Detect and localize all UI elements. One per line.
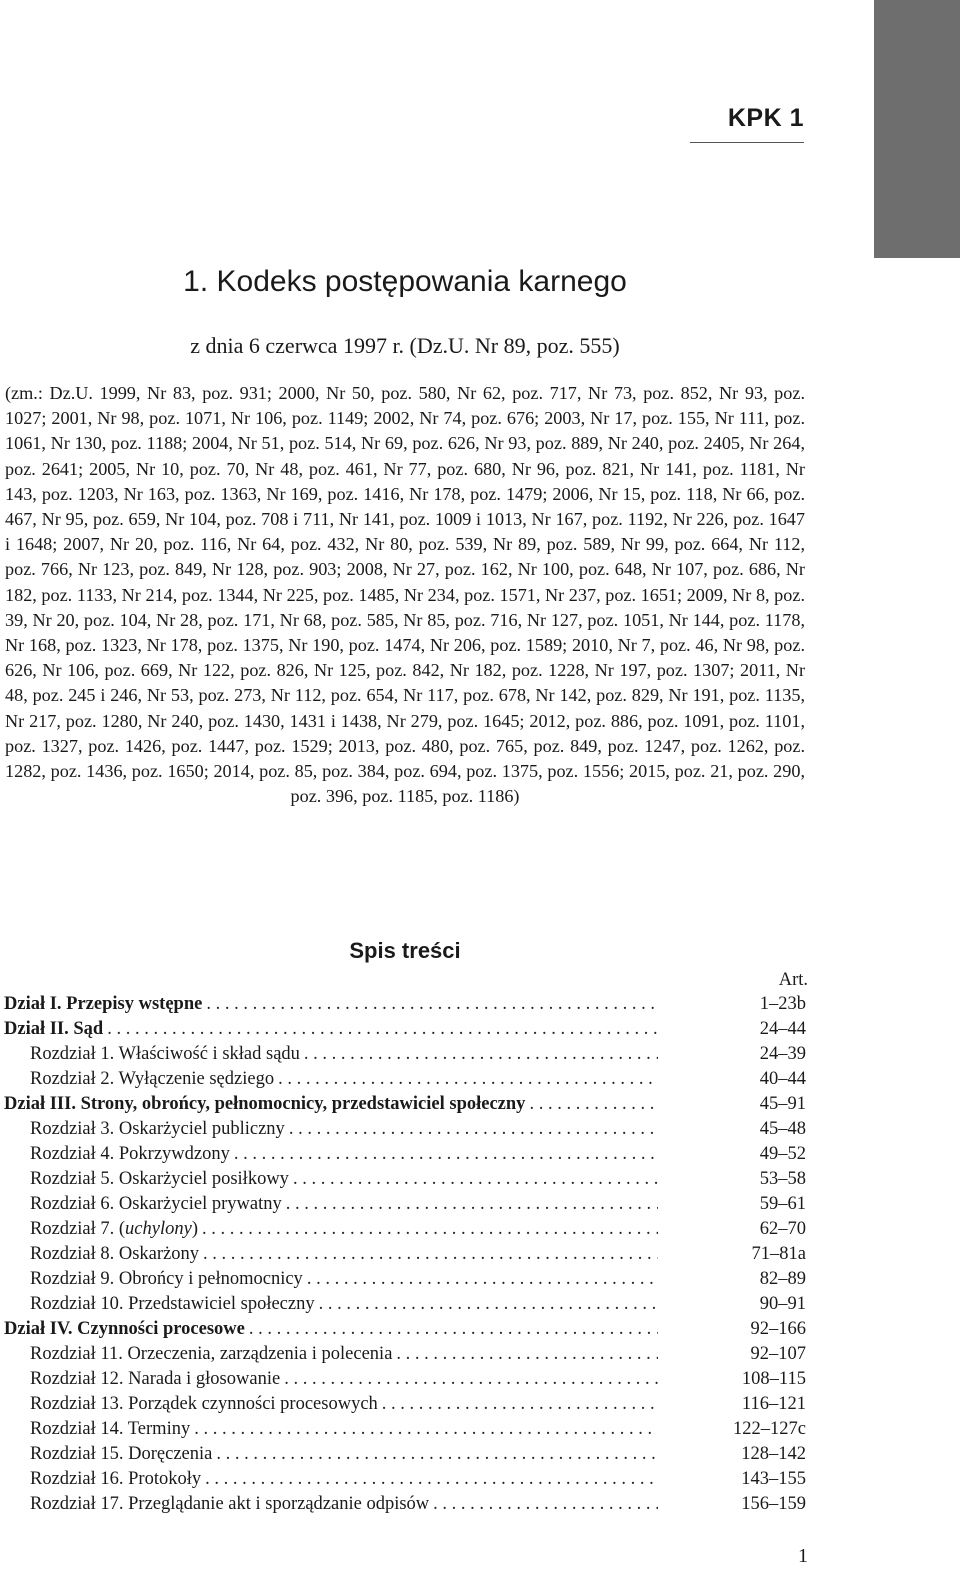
toc-entry-range: 40–44 — [759, 1069, 806, 1089]
chapter-thumb-tab — [874, 0, 960, 258]
toc-entry-part[interactable] — [4, 1319, 806, 1344]
toc-entry-range: 156–159 — [741, 1494, 806, 1514]
toc-leader-dots — [194, 1419, 658, 1440]
toc-entry-range: 90–91 — [759, 1294, 806, 1314]
toc-heading: Spis treści — [349, 938, 461, 963]
toc-leader-dots — [433, 1494, 658, 1515]
toc-entry-range: 143–155 — [741, 1469, 806, 1489]
toc-entry-chapter[interactable] — [4, 1069, 806, 1094]
toc-entry-range: 82–89 — [759, 1269, 806, 1289]
toc-entry-label-prefix: Rozdział 7. ( — [30, 1219, 126, 1239]
toc-entry-part[interactable] — [4, 994, 806, 1019]
toc-entry-chapter[interactable] — [4, 1219, 806, 1244]
toc-leader-dots — [286, 1194, 658, 1215]
toc-entry-chapter[interactable] — [4, 1444, 806, 1469]
toc-entry-label: Rozdział 11. Orzeczenia, zarządzenia i polecenia — [30, 1344, 393, 1364]
table-of-contents — [4, 994, 806, 1519]
toc-entry-range: 24–39 — [759, 1044, 806, 1064]
document-subtitle: z dnia 6 czerwca 1997 r. (Dz.U. Nr 89, poz. 555) — [190, 333, 620, 358]
toc-entry-label: Rozdział 13. Porządek czynności procesowych — [30, 1394, 378, 1414]
toc-entry-chapter[interactable] — [4, 1144, 806, 1169]
toc-entry-part[interactable] — [4, 1094, 806, 1119]
toc-leader-dots — [284, 1369, 658, 1390]
toc-leader-dots — [319, 1294, 658, 1315]
toc-entry-range: 49–52 — [759, 1144, 806, 1164]
toc-entry-chapter[interactable] — [4, 1169, 806, 1194]
toc-entry-range: 59–61 — [759, 1194, 806, 1214]
toc-leader-dots — [289, 1119, 658, 1140]
running-header: KPK 1 — [727, 104, 804, 132]
toc-leader-dots — [249, 1319, 658, 1340]
toc-leader-dots — [278, 1069, 658, 1090]
toc-leader-dots — [206, 994, 658, 1015]
toc-entry-label-italic: uchylony — [125, 1219, 192, 1239]
toc-leader-dots — [205, 1469, 658, 1490]
toc-entry-range: 45–91 — [759, 1094, 806, 1114]
toc-entry-label: Rozdział 17. Przeglądanie akt i sporządzanie odpisów — [30, 1494, 430, 1514]
page-number: 1 — [798, 1545, 808, 1567]
toc-leader-dots — [203, 1244, 658, 1265]
toc-leader-dots — [234, 1144, 658, 1165]
toc-entry-part[interactable] — [4, 1019, 806, 1044]
toc-entry-label: Rozdział 1. Właściwość i skład sądu — [30, 1044, 300, 1064]
toc-entry-range: 1–23b — [759, 994, 806, 1014]
toc-entry-chapter[interactable] — [4, 1469, 806, 1494]
toc-entry-range: 24–44 — [759, 1019, 806, 1039]
toc-entry-chapter[interactable] — [4, 1494, 806, 1519]
toc-entry-label: Rozdział 16. Protokoły — [30, 1469, 202, 1489]
toc-entry-label: Rozdział 9. Obrońcy i pełnomocnicy — [30, 1269, 303, 1289]
toc-entry-range: 71–81a — [751, 1244, 806, 1264]
toc-leader-dots — [307, 1269, 658, 1290]
toc-entry-label-suffix: ) — [191, 1219, 198, 1239]
toc-entry-range: 92–166 — [750, 1319, 806, 1339]
toc-leader-dots — [304, 1044, 658, 1065]
toc-entry-label: Rozdział 15. Doręczenia — [30, 1444, 213, 1464]
toc-entry-chapter[interactable] — [4, 1194, 806, 1219]
toc-entry-chapter[interactable] — [4, 1044, 806, 1069]
header-rule — [690, 142, 804, 143]
toc-entry-range: 92–107 — [750, 1344, 806, 1364]
toc-entry-chapter[interactable] — [4, 1119, 806, 1144]
toc-entry-range: 108–115 — [741, 1369, 806, 1389]
toc-entry-label: Rozdział 10. Przedstawiciel społeczny — [30, 1294, 315, 1314]
toc-entry-label: Dział IV. Czynności procesowe — [4, 1319, 245, 1339]
toc-entry-label: Rozdział 14. Terminy — [30, 1419, 191, 1439]
toc-entry-chapter[interactable] — [4, 1294, 806, 1319]
toc-leader-dots — [382, 1394, 658, 1415]
toc-entry-label: Dział I. Przepisy wstępne — [4, 994, 203, 1014]
toc-leader-dots — [107, 1019, 658, 1040]
toc-entry-label — [30, 1219, 198, 1240]
toc-entry-label: Rozdział 5. Oskarżyciel posiłkowy — [30, 1169, 289, 1189]
toc-entry-chapter[interactable] — [4, 1244, 806, 1269]
toc-entry-label: Rozdział 2. Wyłączenie sędziego — [30, 1069, 275, 1089]
document-title: 1. Kodeks postępowania karnego — [183, 265, 627, 298]
toc-entry-range: 62–70 — [759, 1219, 806, 1239]
toc-entry-label: Rozdział 6. Oskarżyciel prywatny — [30, 1194, 282, 1214]
toc-entry-range: 122–127c — [733, 1419, 806, 1439]
toc-entry-chapter[interactable] — [4, 1344, 806, 1369]
toc-entry-label: Dział II. Sąd — [4, 1019, 104, 1039]
toc-entry-range: 116–121 — [741, 1394, 806, 1414]
toc-entry-range: 128–142 — [741, 1444, 806, 1464]
toc-leader-dots — [293, 1169, 658, 1190]
toc-entry-range: 53–58 — [759, 1169, 806, 1189]
toc-entry-chapter[interactable] — [4, 1369, 806, 1394]
toc-leader-dots — [202, 1219, 658, 1240]
toc-entry-chapter[interactable] — [4, 1394, 806, 1419]
toc-column-label: Art. — [778, 970, 808, 990]
amendments-note: (zm.: Dz.U. 1999, Nr 83, poz. 931; 2000, Nr 50, poz. 580, Nr 62, poz. 717, Nr 73, poz. 852, Nr 93, poz. 1027; 2001, Nr 98, poz. 1071, Nr 106, poz. 1149; 2002, Nr 74, poz. 676; 2003, Nr 17, poz. 155, Nr 111, poz. 1061, Nr 130, poz. 1188; 2004, Nr 51, poz. 514, Nr 69, poz. 626, Nr 93, poz. 889, Nr 240, poz. 2405, Nr 264, poz. 2641; 2005, Nr 10, poz. 70, Nr 48, poz. 461, Nr 77, poz. 680, Nr 96, poz. 821, Nr 141, poz. 1181, Nr 143, poz. 1203, Nr 163, poz. 1363, Nr 169, poz. 1416, Nr 178, poz. 1479; 2006, Nr 15, poz. 118, Nr 66, poz. 467, Nr 95, poz. 659, Nr 104, poz. 708 i 711, Nr 141, poz. 1009 i 1013, Nr 167, poz. 1192, Nr 226, poz. 1647 i 1648; 2007, Nr 20, poz. 116, Nr 64, poz. 432, Nr 80, poz. 539, Nr 89, poz. 589, Nr 99, poz. 664, Nr 112, poz. 766, Nr 123, poz. 849, Nr 128, poz. 903; 2008, Nr 27, poz. 162, Nr 100, poz. 648, Nr 107, poz. 686, Nr 182, poz. 1133, Nr 214, poz. 1344, Nr 225, poz. 1485, Nr 234, poz. 1571, Nr 237, poz. 1651; 2009, Nr 8, poz. 39, Nr 20, poz. 104, Nr 28, poz. 171, Nr 68, poz. 585, Nr 85, poz. 716, Nr 127, poz. 1051, Nr 144, poz. 1178, Nr 168, poz. 1323, Nr 178, poz. 1375, Nr 190, poz. 1474, Nr 206, poz. 1589; 2010, Nr 7, poz. 46, Nr 98, poz. 626, Nr 106, poz. 669, Nr 122, poz. 826, Nr 125, poz. 842, Nr 182, poz. 1228, Nr 197, poz. 1307; 2011, Nr 48, poz. 245 i 246, Nr 53, poz. 273, Nr 112, poz. 654, Nr 117, poz. 678, Nr 142, poz. 829, Nr 191, poz. 1135, Nr 217, poz. 1280, Nr 240, poz. 1430, 1431 i 1438, Nr 279, poz. 1645; 2012, poz. 886, poz. 1091, poz. 1101, poz. 1327, poz. 1426, poz. 1447, poz. 1529; 2013, poz. 480, poz. 765, poz. 849, poz. 1247, poz. 1262, poz. 1282, poz. 1436, poz. 1650; 2014, poz. 85, poz. 384, poz. 694, poz. 1375, poz. 1556; 2015, poz. 21, poz. 290, poz. 396, poz. 1185, poz. 1186) — [5, 383, 805, 807]
toc-leader-dots — [529, 1094, 658, 1115]
toc-leader-dots — [396, 1344, 658, 1365]
toc-entry-label: Rozdział 12. Narada i głosowanie — [30, 1369, 281, 1389]
toc-entry-label: Rozdział 8. Oskarżony — [30, 1244, 200, 1264]
toc-entry-label: Rozdział 3. Oskarżyciel publiczny — [30, 1119, 285, 1139]
toc-entry-chapter[interactable] — [4, 1419, 806, 1444]
toc-entry-label: Rozdział 4. Pokrzywdzony — [30, 1144, 230, 1164]
toc-entry-chapter[interactable] — [4, 1269, 806, 1294]
toc-entry-label: Dział III. Strony, obrońcy, pełnomocnicy, przedstawiciel społeczny — [4, 1094, 526, 1114]
toc-entry-range: 45–48 — [759, 1119, 806, 1139]
toc-leader-dots — [216, 1444, 658, 1465]
